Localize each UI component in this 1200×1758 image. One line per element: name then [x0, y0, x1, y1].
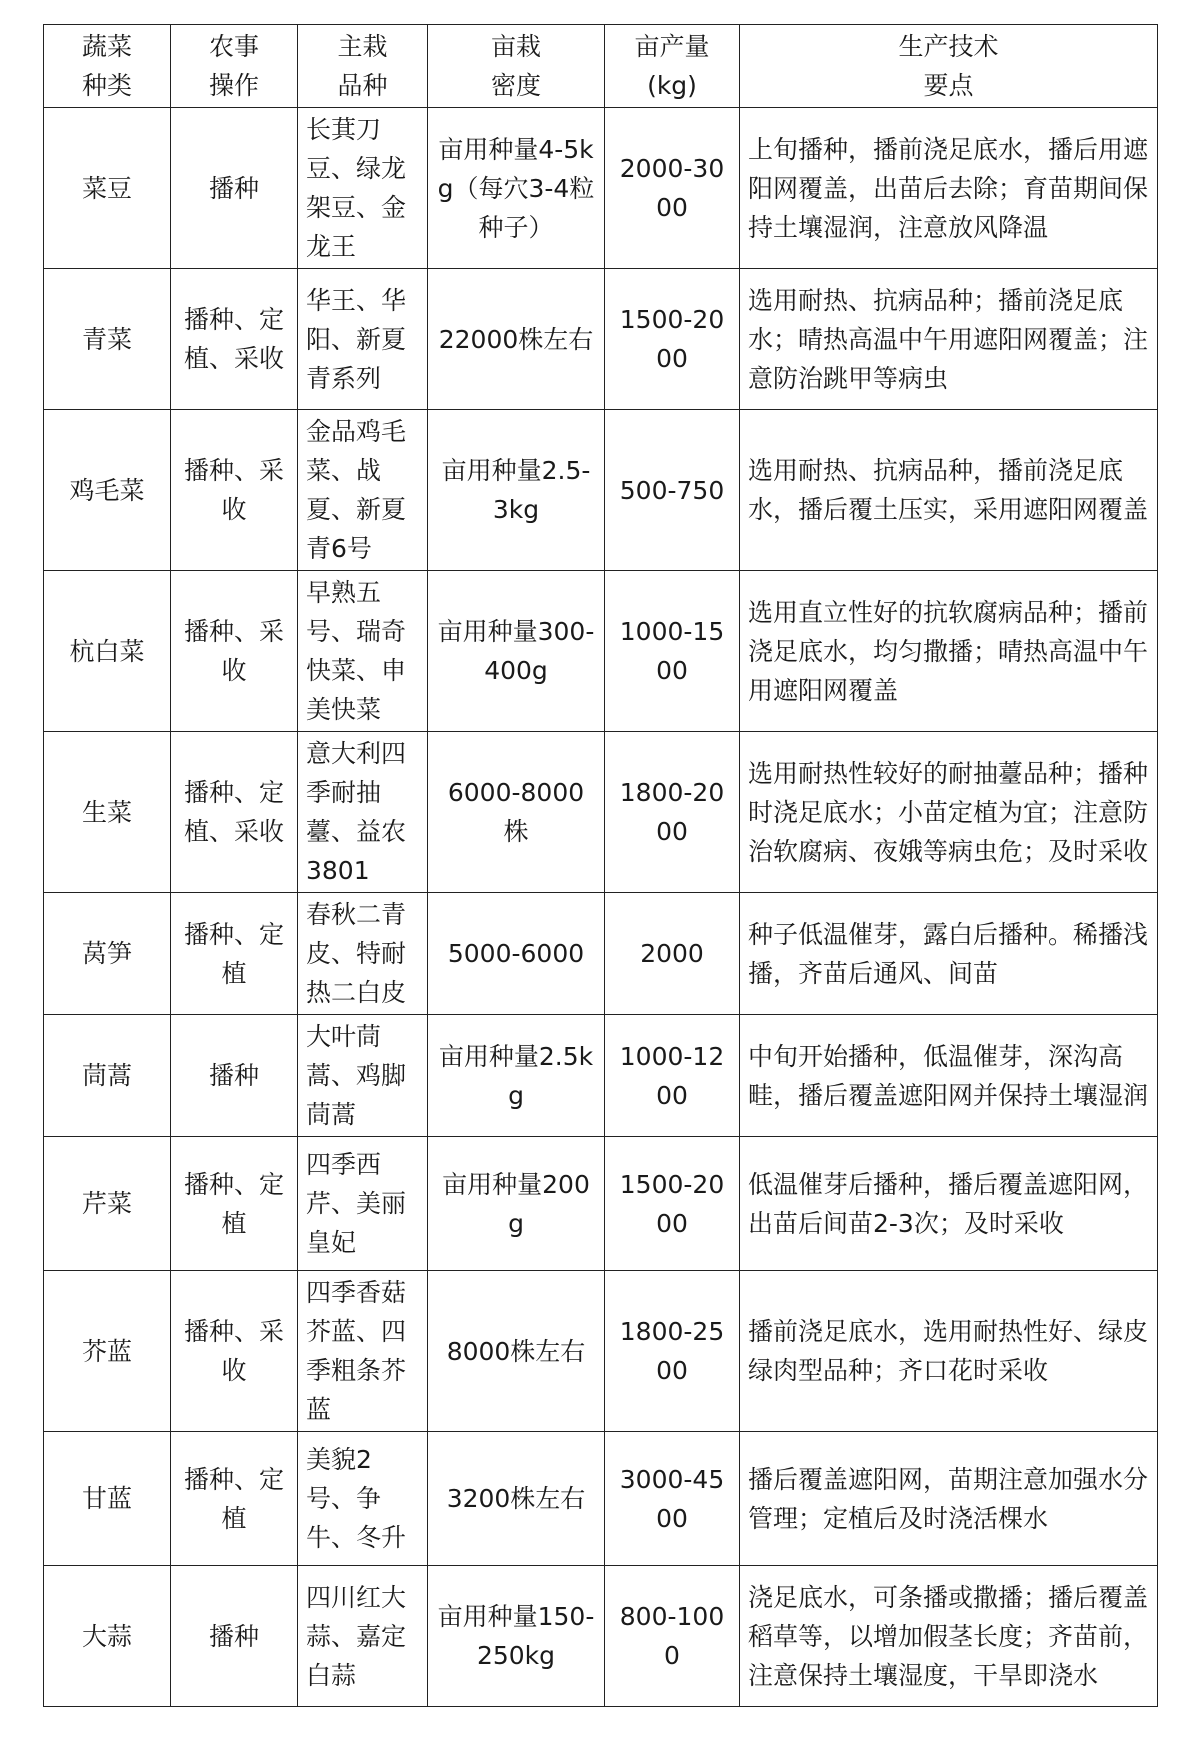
cell-planting-density: 亩用种量200g: [428, 1137, 605, 1271]
header-planting-density: 亩栽 密度: [428, 25, 605, 108]
cell-vegetable-type: 茼蒿: [44, 1015, 171, 1137]
cell-yield: 1800-2000: [605, 732, 740, 893]
cell-vegetable-type: 大蒜: [44, 1566, 171, 1707]
table-row: [44, 269, 1158, 410]
cell-technical-points: 选用耐热、抗病品种，播前浇足底水，播后覆土压实，采用遮阳网覆盖: [740, 410, 1158, 571]
cell-planting-density: 亩用种量2.5kg: [428, 1015, 605, 1137]
cell-vegetable-type: 青菜: [44, 269, 171, 410]
cell-farm-operation: 播种、采收: [171, 1271, 298, 1432]
cell-yield: 800-1000: [605, 1566, 740, 1707]
cell-yield: 2000: [605, 893, 740, 1015]
cell-yield: 1500-2000: [605, 269, 740, 410]
vegetable-production-table: [43, 24, 1158, 1707]
cell-yield: 3000-4500: [605, 1432, 740, 1566]
cell-main-variety: 华王、华阳、新夏青系列: [298, 269, 428, 410]
table-row: [44, 732, 1158, 893]
cell-technical-points: 播后覆盖遮阳网，苗期注意加强水分管理；定植后及时浇活棵水: [740, 1432, 1158, 1566]
cell-technical-points: 播前浇足底水，选用耐热性好、绿皮绿肉型品种；齐口花时采收: [740, 1271, 1158, 1432]
cell-vegetable-type: 莴笋: [44, 893, 171, 1015]
cell-yield: 2000-3000: [605, 108, 740, 269]
cell-vegetable-type: 菜豆: [44, 108, 171, 269]
cell-main-variety: 美貌2号、争牛、冬升: [298, 1432, 428, 1566]
cell-farm-operation: 播种、采收: [171, 410, 298, 571]
cell-main-variety: 金品鸡毛菜、战夏、新夏青6号: [298, 410, 428, 571]
cell-main-variety: 长萁刀豆、绿龙架豆、金龙王: [298, 108, 428, 269]
cell-farm-operation: 播种、定植、采收: [171, 269, 298, 410]
cell-vegetable-type: 芥蓝: [44, 1271, 171, 1432]
cell-main-variety: 四季香菇芥蓝、四季粗条芥蓝: [298, 1271, 428, 1432]
table-row: [44, 108, 1158, 269]
cell-vegetable-type: 生菜: [44, 732, 171, 893]
table-row: [44, 571, 1158, 732]
cell-technical-points: 上旬播种，播前浇足底水，播后用遮阳网覆盖，出苗后去除；育苗期间保持土壤湿润，注意放风降温: [740, 108, 1158, 269]
cell-planting-density: 亩用种量4-5kg（每穴3-4粒种子）: [428, 108, 605, 269]
cell-vegetable-type: 甘蓝: [44, 1432, 171, 1566]
cell-technical-points: 选用耐热性较好的耐抽薹品种；播种时浇足底水；小苗定植为宜；注意防治软腐病、夜娥等病虫危；及时采收: [740, 732, 1158, 893]
cell-planting-density: 6000-8000株: [428, 732, 605, 893]
cell-technical-points: 种子低温催芽，露白后播种。稀播浅播，齐苗后通风、间苗: [740, 893, 1158, 1015]
table-row: [44, 410, 1158, 571]
cell-yield: 1800-2500: [605, 1271, 740, 1432]
cell-main-variety: 四川红大蒜、嘉定白蒜: [298, 1566, 428, 1707]
header-vegetable-type: 蔬菜 种类: [44, 25, 171, 108]
cell-farm-operation: 播种: [171, 1015, 298, 1137]
cell-planting-density: 亩用种量2.5-3kg: [428, 410, 605, 571]
table-row: [44, 1015, 1158, 1137]
cell-main-variety: 大叶茼蒿、鸡脚茼蒿: [298, 1015, 428, 1137]
cell-planting-density: 亩用种量150-250kg: [428, 1566, 605, 1707]
cell-vegetable-type: 杭白菜: [44, 571, 171, 732]
table-row: [44, 893, 1158, 1015]
cell-farm-operation: 播种: [171, 108, 298, 269]
cell-planting-density: 3200株左右: [428, 1432, 605, 1566]
cell-farm-operation: 播种: [171, 1566, 298, 1707]
cell-main-variety: 春秋二青皮、特耐热二白皮: [298, 893, 428, 1015]
header-yield-per-mu: 亩产量 (kg): [605, 25, 740, 108]
cell-technical-points: 选用耐热、抗病品种；播前浇足底水；晴热高温中午用遮阳网覆盖；注意防治跳甲等病虫: [740, 269, 1158, 410]
cell-planting-density: 5000-6000: [428, 893, 605, 1015]
cell-vegetable-type: 芹菜: [44, 1137, 171, 1271]
cell-farm-operation: 播种、定植: [171, 893, 298, 1015]
header-row: [44, 25, 1158, 108]
header-technical-points: 生产技术 要点: [740, 25, 1158, 108]
table-body: [44, 108, 1158, 1707]
cell-technical-points: 中旬开始播种，低温催芽，深沟高畦，播后覆盖遮阳网并保持土壤湿润: [740, 1015, 1158, 1137]
cell-main-variety: 意大利四季耐抽薹、益农3801: [298, 732, 428, 893]
table-row: [44, 1137, 1158, 1271]
header-main-variety: 主栽 品种: [298, 25, 428, 108]
cell-farm-operation: 播种、定植、采收: [171, 732, 298, 893]
cell-farm-operation: 播种、定植: [171, 1137, 298, 1271]
header-farm-operation: 农事 操作: [171, 25, 298, 108]
cell-yield: 1000-1200: [605, 1015, 740, 1137]
cell-technical-points: 浇足底水，可条播或撒播；播后覆盖稻草等，以增加假茎长度；齐苗前，注意保持土壤湿度，干旱即浇水: [740, 1566, 1158, 1707]
cell-planting-density: 亩用种量300-400g: [428, 571, 605, 732]
cell-yield: 1000-1500: [605, 571, 740, 732]
cell-yield: 500-750: [605, 410, 740, 571]
table-row: [44, 1566, 1158, 1707]
cell-technical-points: 选用直立性好的抗软腐病品种；播前浇足底水，均匀撒播；晴热高温中午用遮阳网覆盖: [740, 571, 1158, 732]
cell-planting-density: 8000株左右: [428, 1271, 605, 1432]
cell-farm-operation: 播种、采收: [171, 571, 298, 732]
cell-technical-points: 低温催芽后播种，播后覆盖遮阳网，出苗后间苗2-3次；及时采收: [740, 1137, 1158, 1271]
cell-vegetable-type: 鸡毛菜: [44, 410, 171, 571]
cell-main-variety: 早熟五号、瑞奇快菜、申美快菜: [298, 571, 428, 732]
table-row: [44, 1432, 1158, 1566]
cell-farm-operation: 播种、定植: [171, 1432, 298, 1566]
cell-planting-density: 22000株左右: [428, 269, 605, 410]
cell-yield: 1500-2000: [605, 1137, 740, 1271]
table-row: [44, 1271, 1158, 1432]
cell-main-variety: 四季西芹、美丽皇妃: [298, 1137, 428, 1271]
